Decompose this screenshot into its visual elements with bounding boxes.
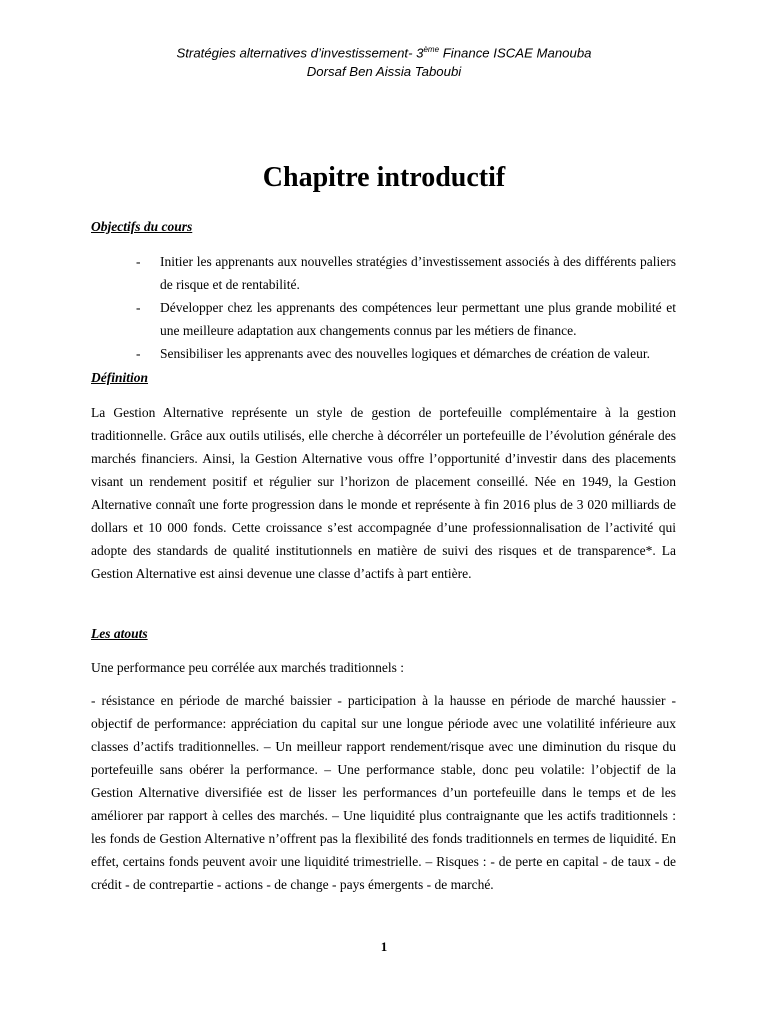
atouts-paragraph: - résistance en période de marché baissier - participation à la hausse en période de marché haussier - objectif de performance: appréciation du capital sur une longue période avec une volatilité inférieure aux classes d’actifs traditionnelles. – Un meilleur rapport rendement/risque avec une diminution du risque du portefeuille sans obérer la performance. – Une performance stable, donc peu volatile: l’objectif de la Gestion Alternative diversifiée est de lisser les performances d’un portefeuille dans le temps et de les améliorer par rapport à celles des marchés. – Une liquidité plus contraignante que les actifs traditionnels : les fonds de Gestion Alternative n’offrent pas la flexibilité des fonds traditionnels en termes de liquidité. En effet, certains fonds peuvent avoir une liquidité trimestrielle. – Risques : - de perte en capital - de taux - de crédit - de contrepartie - actions - de change - pays émergents - de marché. xyxy=(91,693,676,892)
definition-paragraph: La Gestion Alternative représente un style de gestion de portefeuille complémentaire à la gestion traditionnelle. Grâce aux outils utilisés, elle cherche à décorréler un portefeuille de l’évolution générale des marchés financiers. Ainsi, la Gestion Alternative vous offre l’opportunité d’investir dans des placements visant un rendement positif et régulier sur l’horizon de placement conseillé. Née en 1949, la Gestion Alternative connaît une forte progression dans le monde et représente à fin 2016 plus de 3 020 milliards de dollars et 10 000 fonds. Cette croissance s’est accompagnée d’une professionnalisation de l’activité qui adopte des standards de qualité institutionnels en matière de suivi des risques et de transparence*. La Gestion Alternative est ainsi devenue une classe d’actifs à part entière. xyxy=(91,405,676,581)
atouts-heading: Les atouts xyxy=(91,626,148,641)
definition-heading: Définition xyxy=(91,370,149,385)
page-header xyxy=(0,40,768,81)
header-author-line: Dorsaf Ben Aissia Taboubi xyxy=(306,64,462,80)
objectives-list xyxy=(136,250,676,365)
page-number: 1 xyxy=(380,939,388,954)
list-item: - Initier les apprenants aux nouvelles stratégies d’investissement associés à des différents paliers de risque et de rentabilité. xyxy=(136,254,676,292)
list-item: - Sensibiliser les apprenants avec des nouvelles logiques et démarches de création de valeur. xyxy=(136,346,650,361)
header-course-line: Stratégies alternatives d’investissement- 3ème Finance ISCAE Manouba xyxy=(176,45,592,61)
chapter-title: Chapitre introductif xyxy=(262,162,506,193)
atouts-intro: Une performance peu corrélée aux marchés traditionnels : xyxy=(91,660,404,675)
objectives-heading: Objectifs du cours xyxy=(91,219,193,234)
list-item: - Développer chez les apprenants des compétences leur permettant une plus grande mobilité et une meilleure adaptation aux changements connus par les métiers de finance. xyxy=(136,300,676,338)
